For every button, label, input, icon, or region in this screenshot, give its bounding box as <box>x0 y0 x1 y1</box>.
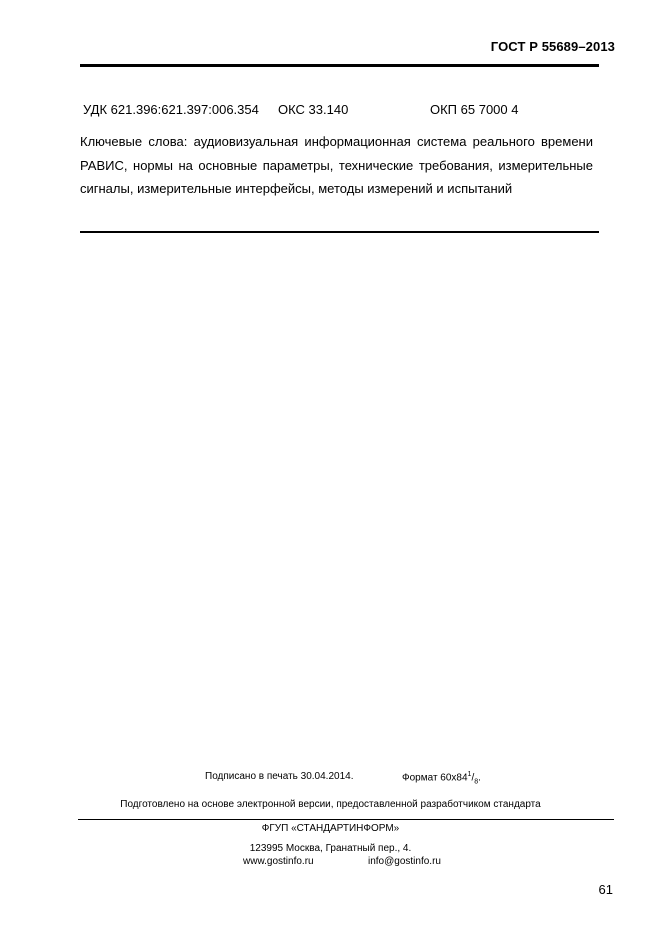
format-prefix: Формат 60x84 <box>402 772 468 784</box>
keywords-rule <box>80 231 599 233</box>
standard-number: ГОСТ Р 55689–2013 <box>490 39 615 54</box>
format-suffix: . <box>478 772 481 784</box>
keywords-paragraph: Ключевые слова: аудиовизуальная информационная система реального времени РАВИС, нормы на основные параметры, технические требования, измерительные сигналы, измерительные интерфейсы, методы измерений и испытаний <box>80 134 593 196</box>
udk-code: УДК 621.396:621.397:006.354 <box>83 102 259 117</box>
publisher-address: 123995 Москва, Гранатный пер., 4. <box>249 843 412 854</box>
page-number: 61 <box>598 882 613 897</box>
website-link[interactable]: www.gostinfo.ru <box>243 856 314 867</box>
oks-code: ОКС 33.140 <box>278 102 349 117</box>
print-format <box>402 771 481 785</box>
footer-rule <box>78 819 614 820</box>
publisher-name: ФГУП «СТАНДАРТИНФОРМ» <box>261 823 400 834</box>
format-slash: / <box>471 772 475 784</box>
okp-code: ОКП 65 7000 4 <box>430 102 519 117</box>
header-rule <box>80 64 599 67</box>
email-link[interactable]: info@gostinfo.ru <box>368 856 441 867</box>
format-numerator: 1 <box>467 771 472 778</box>
signed-date: Подписано в печать 30.04.2014. <box>205 771 354 782</box>
prepared-note: Подготовлено на основе электронной версии, предоставленной разработчиком стандарта <box>120 799 541 810</box>
format-denominator: 8 <box>474 778 479 786</box>
